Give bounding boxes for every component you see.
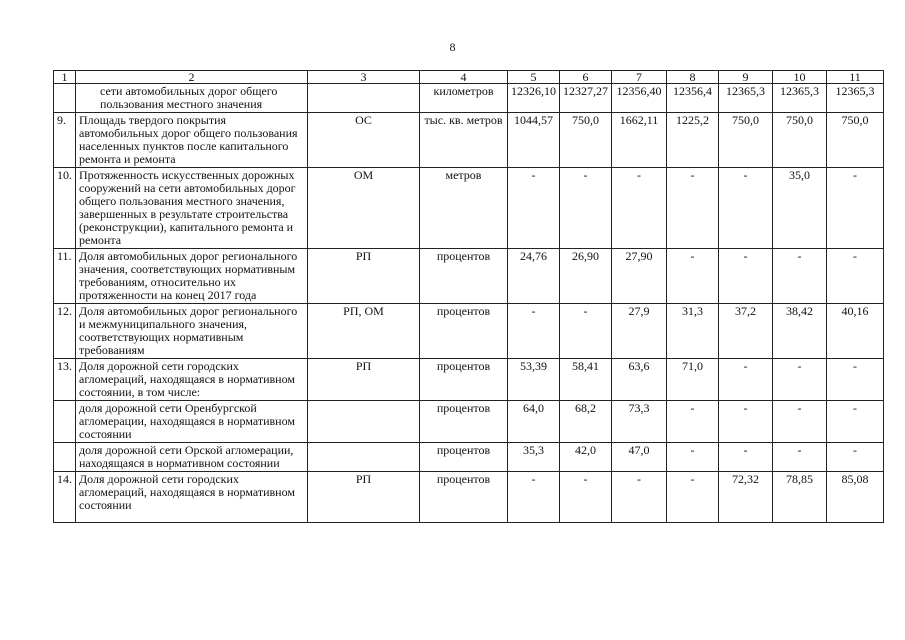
indicator-unit: метров	[420, 168, 508, 249]
header-cell: 11	[827, 71, 884, 84]
header-cell: 4	[420, 71, 508, 84]
header-cell: 7	[612, 71, 667, 84]
value-cell: -	[719, 168, 773, 249]
value-cell: 42,0	[560, 443, 612, 472]
value-cell: -	[508, 472, 560, 523]
indicator-name: Доля дорожной сети городских агломераций, находящаяся в нормативном состоянии	[76, 472, 308, 523]
indicator-unit: процентов	[420, 304, 508, 359]
value-cell: -	[719, 443, 773, 472]
value-cell: 750,0	[719, 113, 773, 168]
value-cell: -	[667, 443, 719, 472]
value-cell: 47,0	[612, 443, 667, 472]
value-cell: 35,3	[508, 443, 560, 472]
header-cell: 9	[719, 71, 773, 84]
indicator-level	[308, 84, 420, 113]
value-cell: -	[827, 168, 884, 249]
indicators-table	[53, 70, 884, 523]
value-cell: 63,6	[612, 359, 667, 401]
value-cell: -	[560, 304, 612, 359]
row-number	[54, 443, 76, 472]
header-row	[54, 71, 884, 84]
value-cell: -	[560, 472, 612, 523]
header-cell: 10	[773, 71, 827, 84]
value-cell: 73,3	[612, 401, 667, 443]
indicator-name: Доля автомобильных дорог регионального значения, соответствующих нормативным требованиям, относительно их протяженности на конец 2017 года	[76, 249, 308, 304]
value-cell: 1044,57	[508, 113, 560, 168]
indicator-level: РП, ОМ	[308, 304, 420, 359]
value-cell: -	[773, 249, 827, 304]
value-cell: -	[719, 359, 773, 401]
value-cell: 12365,3	[773, 84, 827, 113]
header-cell: 8	[667, 71, 719, 84]
value-cell: 750,0	[560, 113, 612, 168]
row-number	[54, 84, 76, 113]
table-row	[54, 249, 884, 304]
value-cell: 12356,4	[667, 84, 719, 113]
indicator-unit: тыс. кв. метров	[420, 113, 508, 168]
indicator-unit: процентов	[420, 443, 508, 472]
indicator-unit: процентов	[420, 249, 508, 304]
indicator-name: Доля дорожной сети городских агломераций, находящаяся в нормативном состоянии, в том числе:	[76, 359, 308, 401]
value-cell: 12327,27	[560, 84, 612, 113]
value-cell: 1225,2	[667, 113, 719, 168]
table-row	[54, 472, 884, 523]
header-cell: 2	[76, 71, 308, 84]
indicator-level: РП	[308, 359, 420, 401]
value-cell: 68,2	[560, 401, 612, 443]
value-cell: -	[560, 168, 612, 249]
value-cell: 12326,10	[508, 84, 560, 113]
row-number	[54, 401, 76, 443]
indicator-level	[308, 401, 420, 443]
value-cell: 58,41	[560, 359, 612, 401]
value-cell: 35,0	[773, 168, 827, 249]
row-number: 10.	[54, 168, 76, 249]
value-cell: -	[773, 443, 827, 472]
value-cell: 64,0	[508, 401, 560, 443]
indicator-name: Протяженность искусственных дорожных сооружений на сети автомобильных дорог общего пользования местного значения, завершенных в результате строительства (реконструкции), капитального ремонта и ремонта	[76, 168, 308, 249]
indicator-level: РП	[308, 472, 420, 523]
indicator-level: ОМ	[308, 168, 420, 249]
indicator-name: доля дорожной сети Орской агломерации, находящаяся в нормативном состоянии	[76, 443, 308, 472]
indicator-name: сети автомобильных дорог общего пользования местного значения	[76, 84, 308, 113]
value-cell: -	[612, 472, 667, 523]
value-cell: -	[773, 401, 827, 443]
value-cell: -	[827, 359, 884, 401]
value-cell: 12356,40	[612, 84, 667, 113]
value-cell: 38,42	[773, 304, 827, 359]
value-cell: -	[827, 443, 884, 472]
value-cell: -	[719, 249, 773, 304]
value-cell: -	[508, 304, 560, 359]
value-cell: 72,32	[719, 472, 773, 523]
page-number: 8	[449, 40, 456, 54]
indicator-unit: процентов	[420, 401, 508, 443]
value-cell: -	[667, 168, 719, 249]
value-cell: 24,76	[508, 249, 560, 304]
value-cell: 53,39	[508, 359, 560, 401]
row-number: 13.	[54, 359, 76, 401]
value-cell: -	[612, 168, 667, 249]
value-cell: 31,3	[667, 304, 719, 359]
row-number: 11.	[54, 249, 76, 304]
indicator-name: Площадь твердого покрытия автомобильных дорог общего пользования населенных пунктов после капитального ремонта и ремонта	[76, 113, 308, 168]
row-number: 14.	[54, 472, 76, 523]
value-cell: 750,0	[773, 113, 827, 168]
value-cell: 40,16	[827, 304, 884, 359]
indicator-level	[308, 443, 420, 472]
value-cell: -	[667, 249, 719, 304]
table-row	[54, 401, 884, 443]
value-cell: -	[508, 168, 560, 249]
table-row-continuation	[54, 84, 884, 113]
value-cell: 37,2	[719, 304, 773, 359]
row-number: 12.	[54, 304, 76, 359]
indicator-unit: процентов	[420, 472, 508, 523]
value-cell: -	[667, 401, 719, 443]
indicator-unit: процентов	[420, 359, 508, 401]
header-cell: 3	[308, 71, 420, 84]
value-cell: -	[827, 249, 884, 304]
header-cell: 1	[54, 71, 76, 84]
indicator-unit: километров	[420, 84, 508, 113]
table-row	[54, 113, 884, 168]
row-number: 9.	[54, 113, 76, 168]
value-cell: 27,9	[612, 304, 667, 359]
table-row	[54, 168, 884, 249]
indicator-level: РП	[308, 249, 420, 304]
value-cell: 27,90	[612, 249, 667, 304]
table-row	[54, 443, 884, 472]
header-cell: 6	[560, 71, 612, 84]
value-cell: -	[667, 472, 719, 523]
indicator-name: доля дорожной сети Оренбургской агломерации, находящаяся в нормативном состоянии	[76, 401, 308, 443]
value-cell: 1662,11	[612, 113, 667, 168]
value-cell: 12365,3	[719, 84, 773, 113]
value-cell: -	[773, 359, 827, 401]
value-cell: 78,85	[773, 472, 827, 523]
table-row	[54, 304, 884, 359]
indicator-level: ОС	[308, 113, 420, 168]
value-cell: 26,90	[560, 249, 612, 304]
header-cell: 5	[508, 71, 560, 84]
value-cell: 71,0	[667, 359, 719, 401]
value-cell: -	[719, 401, 773, 443]
value-cell: 750,0	[827, 113, 884, 168]
value-cell: -	[827, 401, 884, 443]
value-cell: 85,08	[827, 472, 884, 523]
table-row	[54, 359, 884, 401]
value-cell: 12365,3	[827, 84, 884, 113]
indicator-name: Доля автомобильных дорог регионального и межмуниципального значения, соответствующих нормативным требованиям	[76, 304, 308, 359]
